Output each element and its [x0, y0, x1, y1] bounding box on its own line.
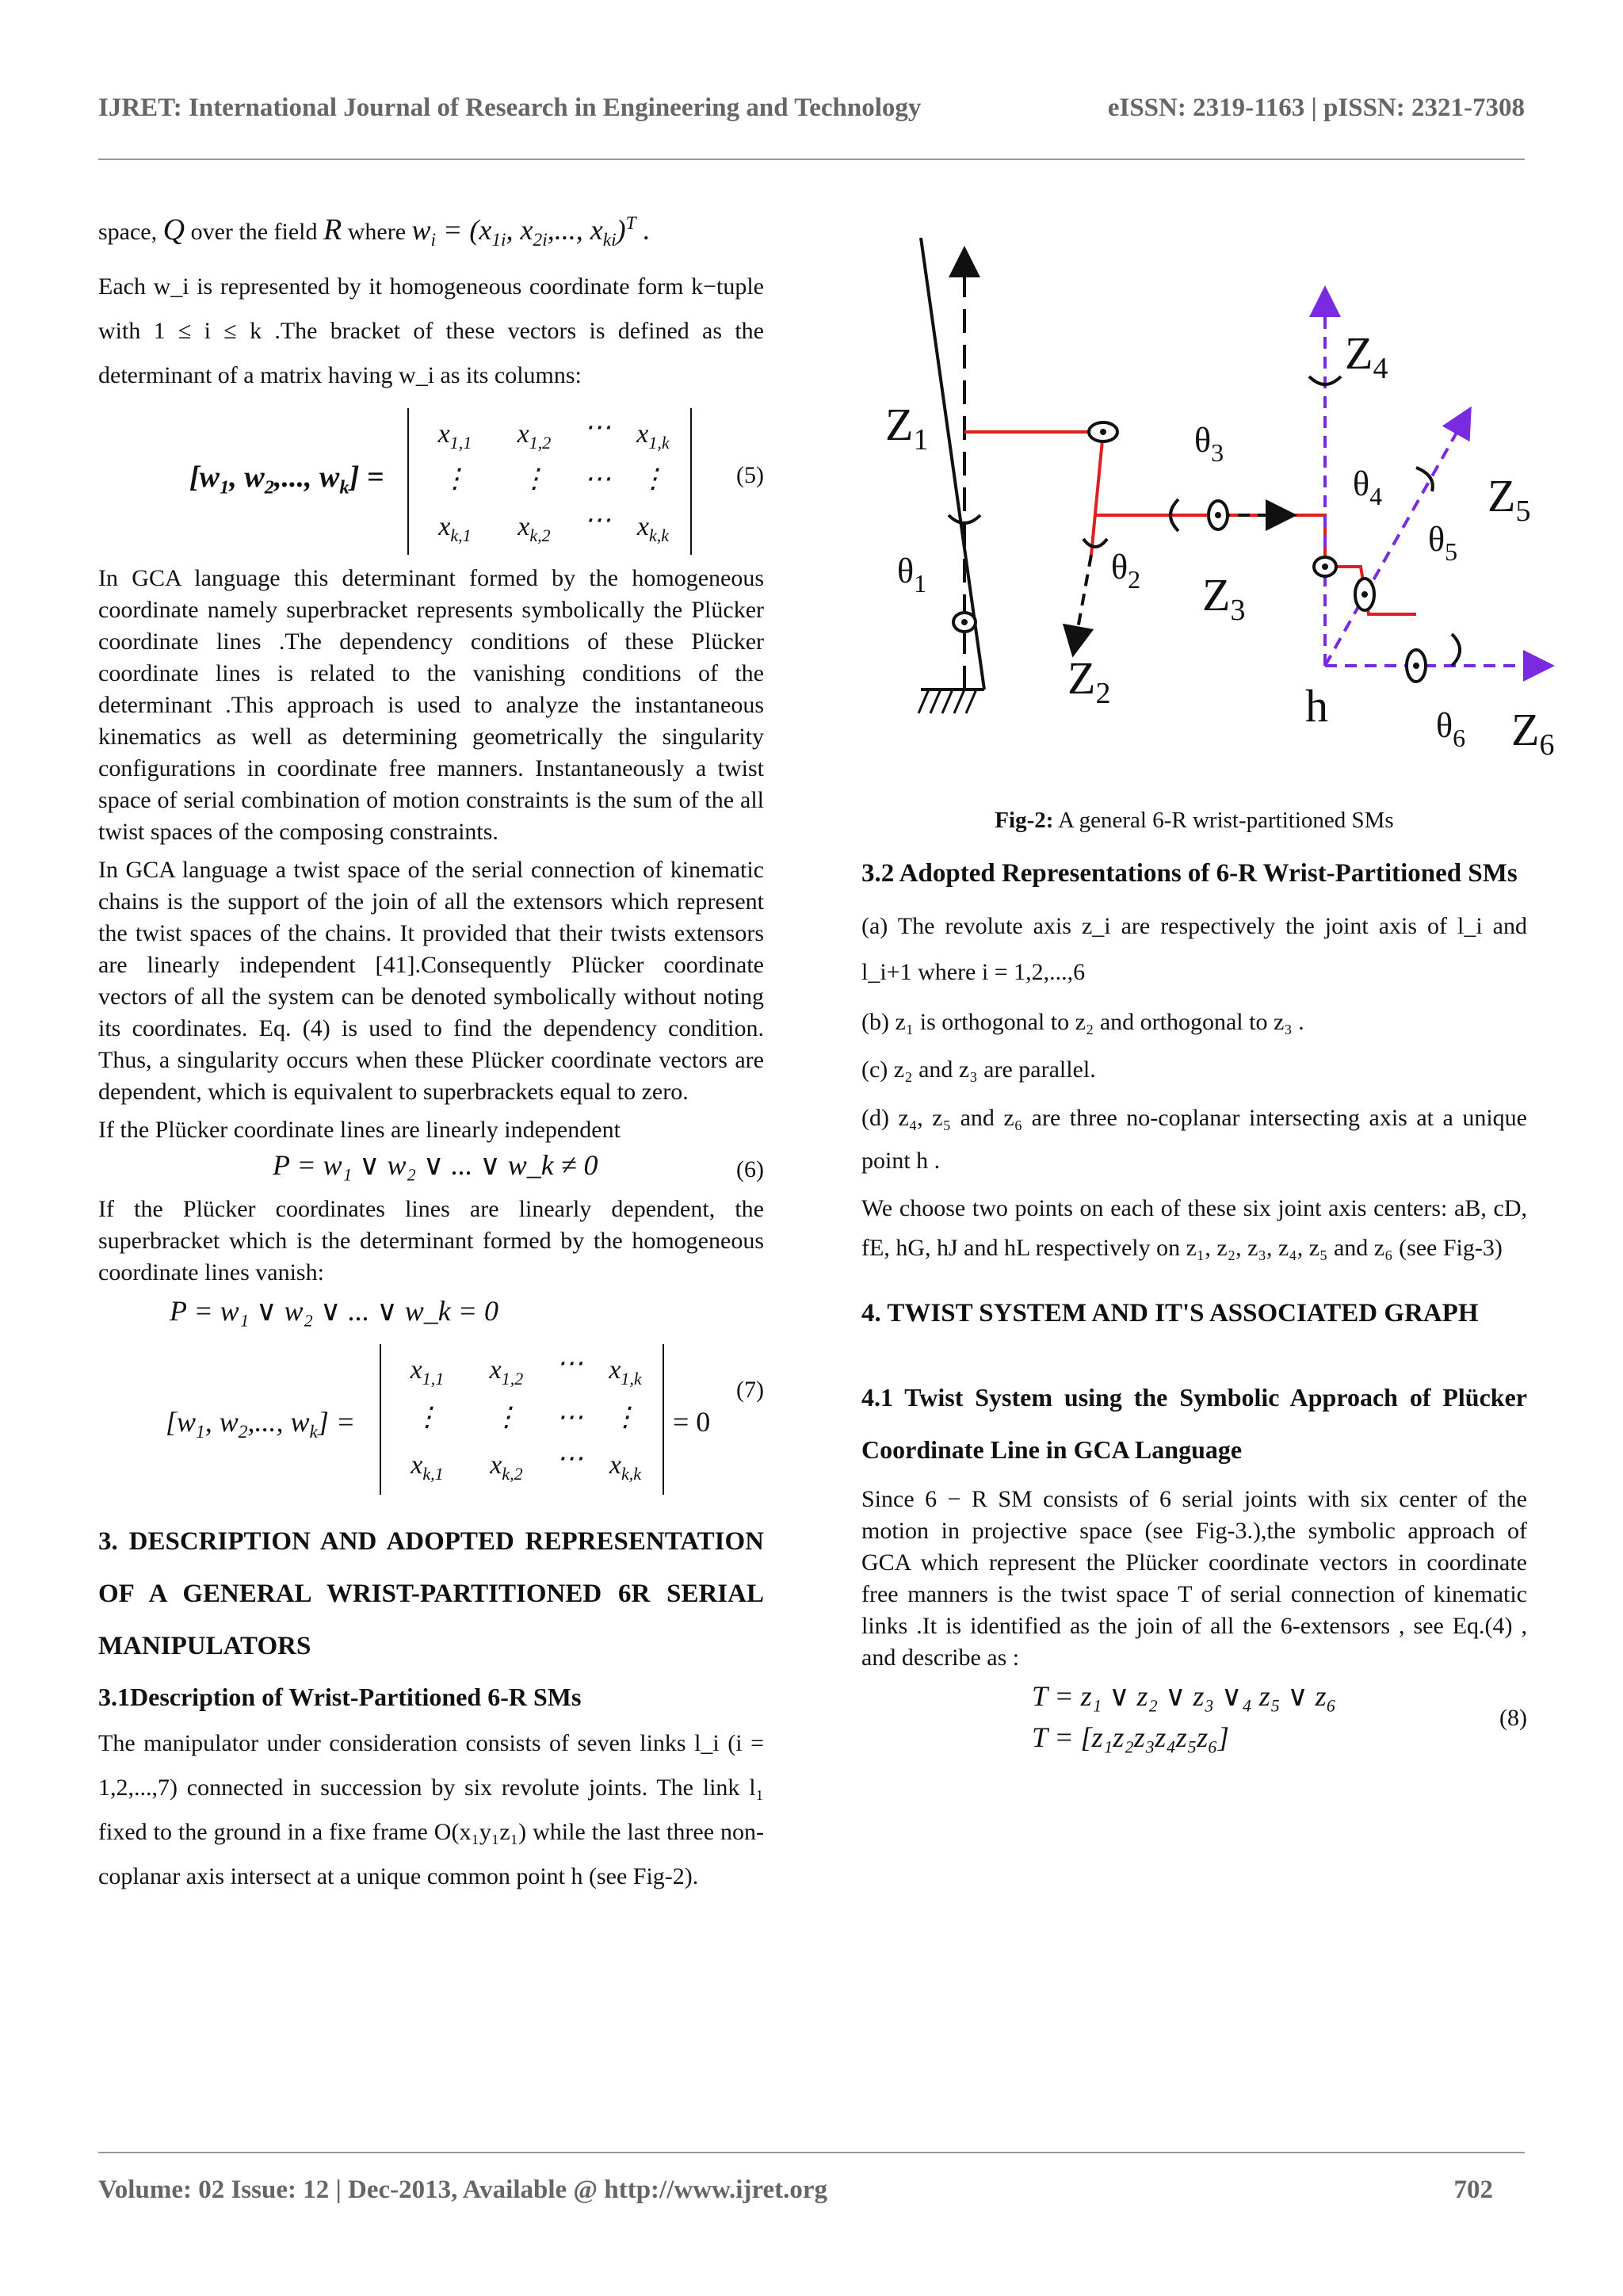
issn: eISSN: 2319-1163 | pISSN: 2321-7308 [1107, 94, 1525, 122]
symbol-q: Q [162, 213, 185, 246]
left-column [98, 202, 764, 1905]
text: space, [98, 219, 158, 245]
figure-2 [861, 238, 1559, 793]
header-rule [98, 159, 1525, 160]
svg-text:θ2: $\theta_2$ [1111, 548, 1141, 594]
svg-text:θ3: $\theta_3$ [1194, 421, 1224, 467]
eq5-label: (5) [736, 462, 764, 489]
caption-text: A general 6-R wrist-partitioned SMs [1053, 808, 1394, 833]
w-def: $w_i = (x_{1i}$, $x_{2i}$,..., $x_{ki})^T$ . [411, 213, 651, 251]
manipulator-diagram [861, 238, 1559, 793]
label-z4: $Z_4$ [1345, 327, 1388, 385]
para-manipulator: The manipulator under consideration consists of seven links l_i (i = 1,2,...,7) connected in succession by six revolute joints. The link l₁ fixed to the ground in a fixe frame O(x₁y₁z₁) while the last three non-coplanar axis intersect at a unique common point h (see Fig-2). [98, 1730, 764, 1890]
svg-text:θ1: $\theta_1$ [897, 552, 927, 598]
item-c: (c) z₂ and z₃ are parallel. [861, 1056, 1096, 1083]
para-space [98, 202, 764, 262]
equation-6 [98, 1146, 764, 1194]
eq6: P = w₁ ∨ w₂ ∨ ... ∨ w_k ≠ 0 [273, 1149, 598, 1182]
eq7a: P = w₁ ∨ w₂ ∨ ... ∨ w_k = 0 [170, 1295, 499, 1328]
item-d: (d) z₄, z₅ and z₆ are three no-coplanar intersecting axis at a unique point h . [861, 1105, 1527, 1174]
label-z6: $Z_6$ [1511, 704, 1555, 762]
journal-title: IJRET: International Journal of Research in Engineering and Technology [98, 94, 922, 122]
para-gca-det: In GCA language this determinant formed by the homogeneous coordinate namely superbracket represents symbolically the Plücker coordinate lines .The dependency conditions of these Plücker coordinate lines is related to the vanishing conditions of the determinant .This approach is used to analyze the instantaneous kinematics as well as determining geometrically the singularity configurations in coordinate free manners. Instantaneously a twist space of serial combination of motion constraints is the sum of the all twist spaces of the composing constraints. [98, 565, 764, 846]
label-z2: $Z_2$ [1067, 652, 1111, 710]
text: where [347, 219, 407, 245]
label-z1: $Z_1$ [885, 399, 929, 457]
section-41-heading: 4.1 Twist System using the Symbolic Approach of Plücker Coordinate Line in GCA Language [861, 1383, 1527, 1464]
para-gca-twist: In GCA language a twist space of the serial connection of kinematic chains is the support of the join of all the extensors which represent the twist spaces of the chains. It provided that their twists extensors are linearly independent [41].Consequently Plücker coordinate vectors of all the system can be denoted symbolically without noting its coordinates. Eq. (4) is used to find the dependency condition. Thus, a singularity occurs when these Plücker coordinate vectors are dependent, which is equivalent to superbrackets equal to zero. [98, 857, 764, 1106]
label-z5: $Z_5$ [1487, 470, 1531, 528]
item-b: (b) z₁ is orthogonal to z₂ and orthogonal to z₃ . [861, 1009, 1304, 1035]
right-body [861, 848, 1527, 1767]
para-each: Each w_i is represented by it homogeneous coordinate form k−tuple with 1 ≤ i ≤ k .The bracket of these vectors is defined as the determinant of a matrix having w_i as its columns: [98, 273, 764, 389]
label-h: h [1305, 680, 1328, 732]
equation-8 [861, 1680, 1527, 1767]
para-choose: We choose two points on each of these six joint axis centers: aB, cD, fE, hG, hJ and hL respectively on z₁, z₂, z₃, z₄, z₅ and z₆ (see Fig-3) [861, 1195, 1527, 1261]
svg-text:θ6: $\theta_6$ [1436, 706, 1466, 752]
bracket-lhs: [$w_1$, $w_2$,..., $w_k$] = [189, 460, 384, 499]
equation-7: P = w₁ ∨ w₂ ∨ ... ∨ w_k = 0 [$w_1$, $w_2$,..., $w_k$] = $x_{1,1}$ $x_{1,2}$ ⋯ $x_{1,k}$ ⋮ ⋮ ⋯ ⋮ $x_{k,1}$ $x_{k,2}$ ⋯ $x_{k,k}$ = 0 (7) [98, 1295, 764, 1509]
section-31-heading: 3.1Description of Wrist-Partitioned 6-R SMs [98, 1683, 582, 1712]
section-4-heading: 4. TWIST SYSTEM AND IT'S ASSOCIATED GRAPH [861, 1299, 1479, 1328]
equation-5: [$w_1$, $w_2$,..., $w_k$] = $x_{1,1}$ $x_{1,2}$ ⋯ $x_{1,k}$ ⋮ ⋮ ⋯ ⋮ $x_{k,1}$ $x_{k,2}$ ⋯ $x_{k,k}$ (5) [98, 404, 764, 563]
figure-caption [861, 804, 1527, 836]
page-number: 702 [1453, 2176, 1493, 2204]
para-independent: If the Plücker coordinate lines are linearly independent [98, 1117, 621, 1144]
eq6-label: (6) [736, 1156, 764, 1183]
eq8b: T = [z₁z₂z₃z₄z₅z₆] [1032, 1721, 1229, 1753]
eq7-zero: = 0 [673, 1406, 711, 1438]
page-header [98, 94, 1525, 123]
symbol-r: R [323, 213, 342, 246]
page-footer [98, 2176, 1525, 2205]
text: over the field [190, 219, 318, 245]
item-a: (a) The revolute axis z_i are respectively the joint axis of l_i and l_i+1 where i = 1,2,...,6 [861, 913, 1527, 985]
label-z3: $Z_3$ [1202, 569, 1246, 627]
eq8-label: (8) [1499, 1705, 1527, 1731]
section-32-heading: 3.2 Adopted Representations of 6-R Wrist-Partitioned SMs [861, 859, 1518, 888]
footer-rule [98, 2152, 1525, 2153]
svg-text:θ4: $\theta_4$ [1353, 464, 1383, 510]
section-3-heading: 3. DESCRIPTION AND ADOPTED REPRESENTATION OF A GENERAL WRIST-PARTITIONED 6R SERIAL MANIPULATORS [98, 1527, 764, 1661]
eq7-label: (7) [736, 1377, 764, 1404]
eq8a: T = z₁ ∨ z₂ ∨ z₃ ∨₄ z₅ ∨ z₆ [1032, 1680, 1337, 1712]
eq7-lhs: [$w_1$, $w_2$,..., $w_k$] = [166, 1406, 356, 1443]
svg-text:θ5: $\theta_5$ [1428, 520, 1458, 566]
para-since: Since 6 − R SM consists of 6 serial joints with six center of the motion in projective space (see Fig-3.),the symbolic approach of GCA which represent the Plücker coordinate vectors in coordinate free manners is the twist space T of serial connection of kinematic links .It is identified as the join of all the 6-extensors , see Eq.(4) , and describe as : [861, 1486, 1527, 1671]
para-dependent: If the Plücker coordinates lines are linearly dependent, the superbracket which is the determinant formed by the homogeneous coordinate lines vanish: [98, 1196, 764, 1286]
volume-info: Volume: 02 Issue: 12 | Dec-2013, Available @ http://www.ijret.org [98, 2176, 828, 2204]
caption-label: Fig-2: [995, 808, 1054, 833]
